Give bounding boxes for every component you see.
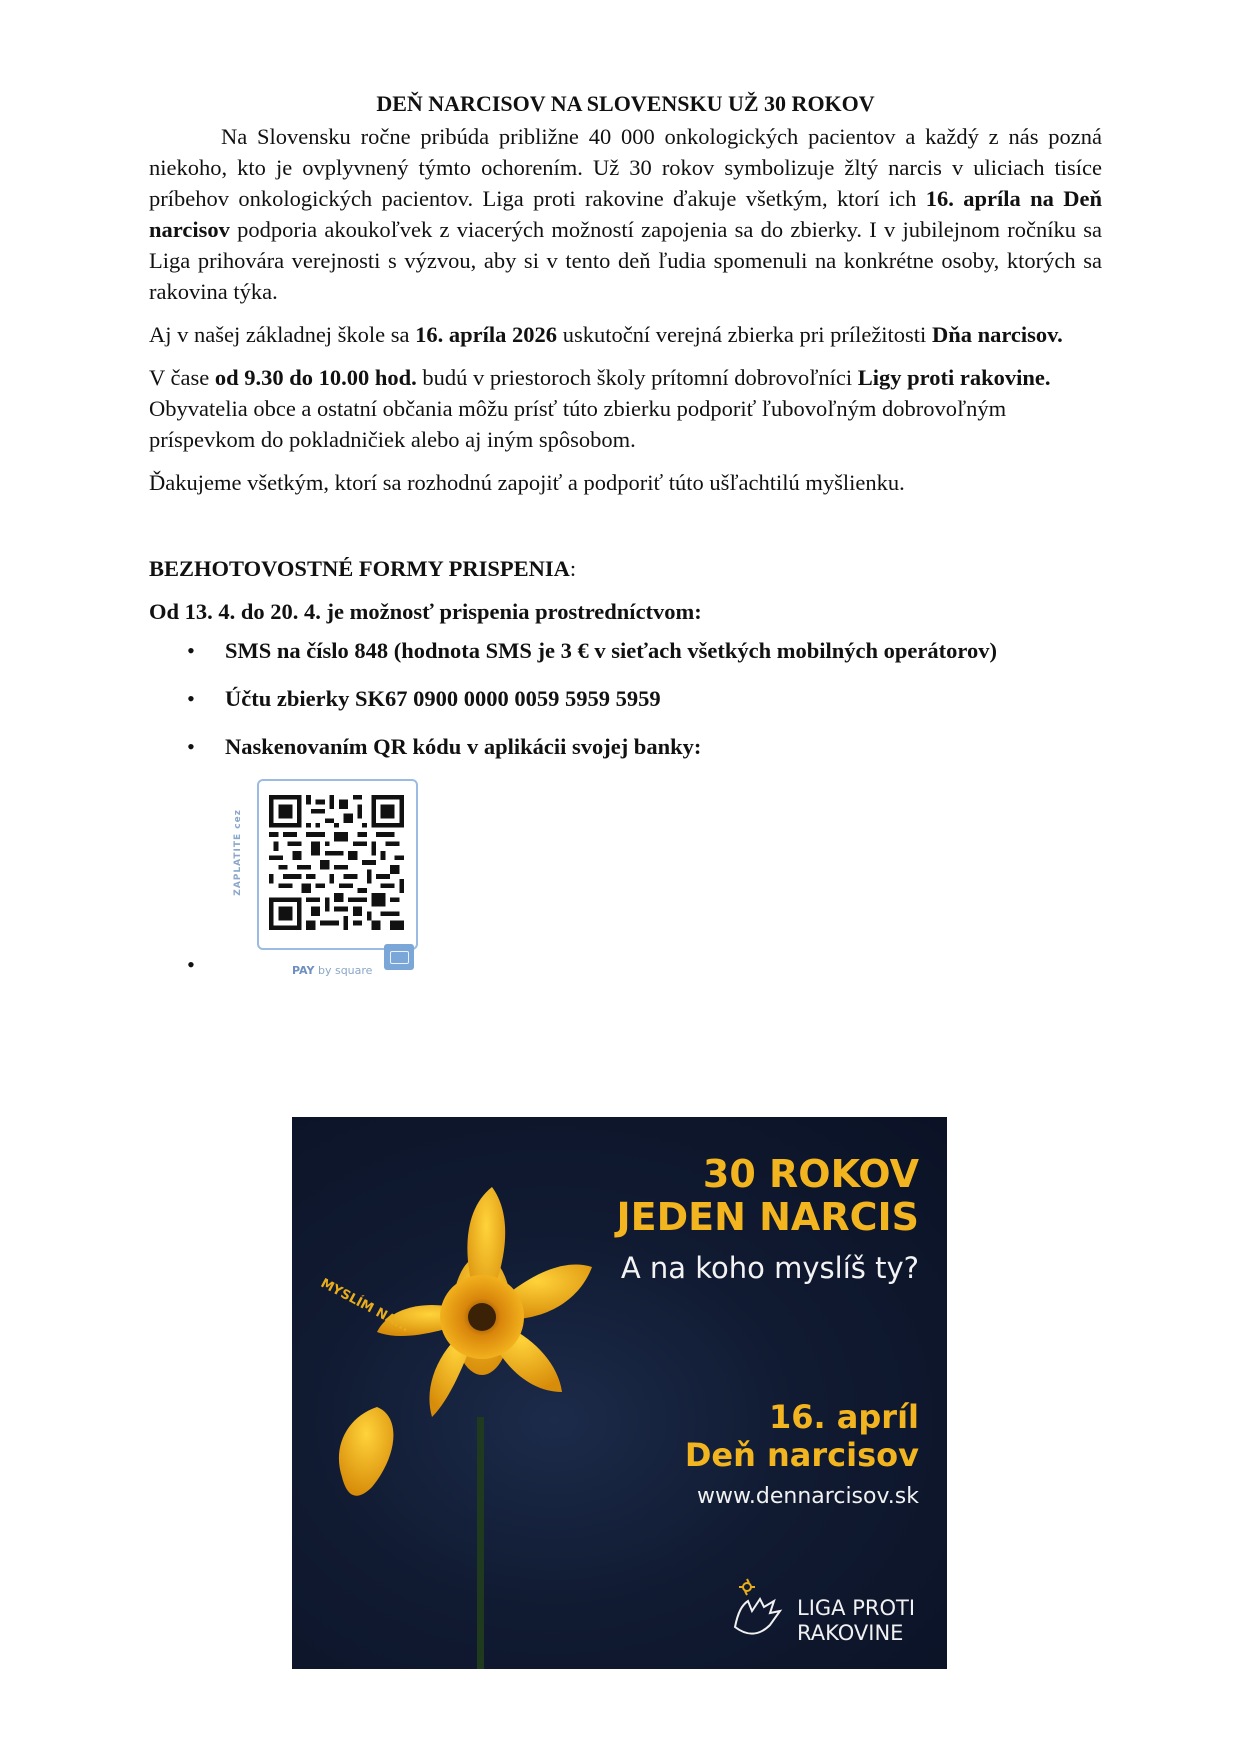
qr-code-icon: [269, 795, 404, 930]
banner-headline-1: 30 ROKOV: [702, 1152, 919, 1196]
school-date-bold: 16. apríla 2026: [415, 322, 558, 347]
myslim-na-tag: MYSLÍM NA...: [317, 1276, 412, 1336]
document-title: DEŇ NARCISOV NA SLOVENSKU UŽ 30 ROKOV: [376, 91, 875, 116]
donation-list: [149, 635, 1102, 979]
qr-side-label: • ZAPLATITE cez: [233, 809, 243, 896]
banner-question: A na koho myslíš ty?: [620, 1251, 919, 1285]
pay-by-square-label: [292, 955, 372, 986]
time-text-2: budú v priestoroch školy prítomní dobrovoľníci: [416, 365, 858, 390]
time-text-1: V čase: [149, 365, 215, 390]
qr-frame: [257, 779, 418, 950]
list-item-account: • Účtu zbierky SK67 0900 0000 0059 5959 5959: [149, 683, 1102, 714]
document-page: [149, 88, 1102, 979]
school-paragraph: [149, 319, 1102, 350]
list-item-sms: • SMS na číslo 848 (hodnota SMS je 3 € v sieťach všetkých mobilných operátorov): [149, 635, 1102, 666]
school-text-1: Aj v našej základnej škole sa: [149, 322, 416, 347]
qr-code-block: [232, 779, 422, 977]
liga-logo-icon: [730, 1577, 788, 1643]
intro-date-bold: 16. apríla na Deň narcisov: [149, 186, 1103, 242]
donation-subheading: Od 13. 4. do 20. 4. je možnosť prispenia prostredníctvom:: [149, 599, 702, 624]
list-item-qr-image: [149, 779, 1102, 979]
school-text-2: uskutoční verejná zbierka pri príležitosti: [557, 322, 932, 347]
section-heading-text: BEZHOTOVOSTNÉ FORMY PRISPENIA: [149, 556, 570, 581]
intro-paragraph: [149, 121, 1102, 307]
banner-date: 16. apríl: [768, 1398, 919, 1436]
org-line-1: LIGA PROTI: [797, 1596, 916, 1620]
banner-url: www.dennarcisov.sk: [696, 1484, 919, 1509]
pay-label-bold: PAY: [292, 964, 315, 977]
time-paragraph: [149, 362, 1102, 455]
card-icon: [384, 944, 414, 970]
league-bold: Ligy proti rakovine.: [857, 365, 1051, 390]
intro-text-2: podporia akoukoľvek z viacerých možností zapojenia sa do zbierky. I v jubilejnom ročníku sa Liga prihovára verejnosti s výzvou, aby si v tento deň ľudia spomenuli na konkrétne osoby, ktorých sa rakovina týka.: [149, 217, 1102, 304]
section-heading-colon: :: [569, 556, 577, 581]
time-text-3: Obyvatelia obce a ostatní občania môžu prísť túto zbierku podporiť ľubovoľným dobrovoľným príspevkom do pokladničiek alebo aj iným spôsobom.: [149, 396, 1007, 452]
org-line-2: RAKOVINE: [797, 1621, 904, 1645]
time-bold: od 9.30 do 10.00 hod.: [214, 365, 417, 390]
school-event-bold: Dňa narcisov.: [931, 322, 1063, 347]
den-narcisov-banner: [292, 1117, 947, 1669]
banner-headline-2: JEDEN NARCIS: [616, 1195, 919, 1239]
banner-org-name: [797, 1596, 915, 1646]
section-heading: [149, 553, 1102, 584]
thanks-paragraph: Ďakujeme všetkým, ktorí sa rozhodnú zapojiť a podporiť túto ušľachtilú myšlienku.: [149, 470, 905, 495]
list-item-qr: • Naskenovaním QR kódu v aplikácii svojej banky:: [149, 731, 1102, 762]
pay-label-rest: by square: [314, 964, 373, 977]
banner-event: Deň narcisov: [684, 1436, 919, 1474]
intro-text-1: Na Slovensku ročne pribúda približne 40 000 onkologických pacientov a každý z nás pozná niekoho, kto je ovplyvnený týmto ochorením. Už 30 rokov symbolizuje žltý narcis v uliciach tisíce príbehov onkologických pacientov. Liga proti rakovine ďakuje všetkým, ktorí ich: [149, 124, 1102, 211]
